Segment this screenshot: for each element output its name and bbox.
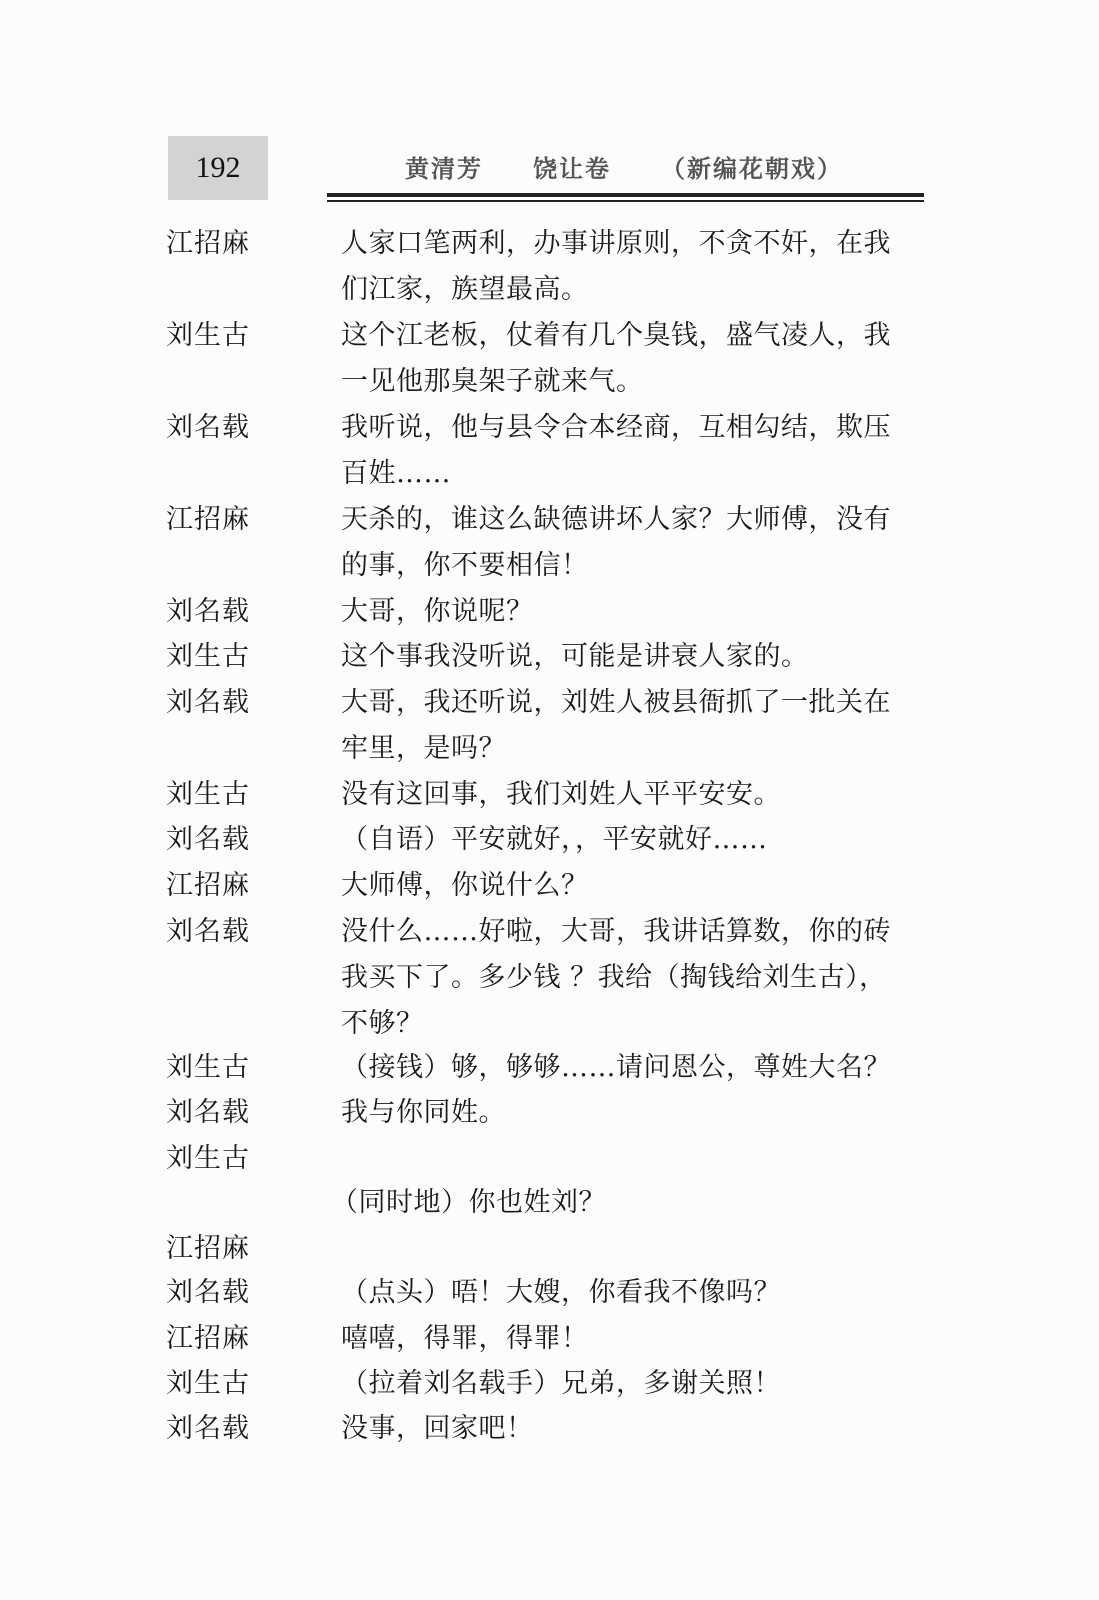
speech-text: 没什么……好啦，大哥，我讲话算数，你的砖 (341, 916, 891, 947)
speech-text: 嘻嘻，得罪，得罪！ (341, 1323, 589, 1354)
page-number: 192 (195, 151, 241, 184)
speech-text: 没事，回家吧！ (341, 1413, 534, 1444)
speech-text: 没有这回事，我们刘姓人平平安安。 (341, 779, 781, 810)
speech-text: 大哥，你说呢？ (341, 596, 534, 627)
speaker-name: 刘生古 (166, 1052, 250, 1083)
speaker-name: 江招麻 (166, 228, 250, 259)
speech-text: 百姓…… (341, 458, 451, 489)
dialogue-line (0, 1001, 1099, 1047)
speech-text: 牢里，是吗？ (341, 733, 506, 764)
dialogue-line (0, 359, 1099, 405)
speech-text: 我与你同姓。 (341, 1097, 506, 1128)
speaker-name: 江招麻 (166, 870, 250, 901)
dialogue-line (0, 817, 1099, 863)
speech-text: 的事，你不要相信！ (341, 550, 589, 581)
dialogue-line (0, 1045, 1099, 1091)
speech-text: 我听说，他与县令合本经商，互相勾结，欺压 (341, 412, 891, 443)
header-rule-thick (327, 193, 924, 197)
speech-text: 大师傅，你说什么？ (341, 870, 589, 901)
dialogue-line (0, 221, 1099, 267)
speaker-name: 刘生古 (166, 1368, 250, 1399)
speaker-name: 刘名载 (166, 687, 250, 718)
header-genre: （新编花朝戏） (661, 154, 843, 183)
speech-text: （自语）平安就好，，平安就好…… (341, 824, 768, 855)
dialogue-line (0, 267, 1099, 313)
dialogue-line (0, 1361, 1099, 1407)
dialogue-line (0, 405, 1099, 451)
speech-text: 天杀的，谁这么缺德讲坏人家？大师傅，没有 (341, 504, 891, 535)
header-rule-thin (327, 200, 924, 202)
speech-text: （点头）唔！大嫂，你看我不像吗？ (341, 1277, 781, 1308)
speaker-name: 刘生古 (166, 641, 250, 672)
dialogue-line (0, 1136, 1099, 1182)
dialogue-line (0, 451, 1099, 497)
speech-text: 人家口笔两利，办事讲原则，不贪不奸，在我 (341, 228, 891, 259)
dialogue-line (0, 589, 1099, 635)
speaker-name: 刘名载 (166, 1097, 250, 1128)
speech-text: 我买下了。多少钱 ？我给（掏钱给刘生古）， (341, 962, 887, 993)
speech-text: 不够？ (341, 1008, 424, 1039)
speaker-name: 刘名载 (166, 412, 250, 443)
speaker-name: 刘名载 (166, 1277, 250, 1308)
dialogue-line (0, 1180, 1099, 1226)
page-number-box (168, 136, 268, 200)
speaker-name: 刘名载 (166, 916, 250, 947)
speaker-name: 刘生古 (166, 320, 250, 351)
speaker-name: 江招麻 (166, 1323, 250, 1354)
speaker-name: 刘生古 (166, 1143, 250, 1174)
dialogue-line (0, 909, 1099, 955)
dialogue-line (0, 1270, 1099, 1316)
dialogue-line (0, 726, 1099, 772)
speech-text: 大哥，我还听说，刘姓人被县衙抓了一批关在 (341, 687, 891, 718)
speech-text: （拉着刘名载手）兄弟，多谢关照！ (341, 1368, 781, 1399)
dialogue-line (0, 1406, 1099, 1452)
dialogue-line (0, 1226, 1099, 1272)
speaker-name: 刘名载 (166, 1413, 250, 1444)
speaker-name: 江招麻 (166, 1233, 250, 1264)
speaker-name: 刘名载 (166, 596, 250, 627)
speech-text: 们江家，族望最高。 (341, 274, 589, 305)
dialogue-line (0, 634, 1099, 680)
running-header (405, 146, 843, 186)
speech-text: （接钱）够，够够……请问恩公，尊姓大名？ (341, 1052, 891, 1083)
dialogue-line (0, 863, 1099, 909)
speech-text: （同时地）你也姓刘？ (331, 1187, 606, 1218)
dialogue-line (0, 1090, 1099, 1136)
dialogue-line (0, 772, 1099, 818)
speaker-name: 刘生古 (166, 779, 250, 810)
dialogue-line (0, 497, 1099, 543)
dialogue-line (0, 313, 1099, 359)
speaker-name: 刘名载 (166, 824, 250, 855)
speech-text: 这个事我没听说，可能是讲衰人家的。 (341, 641, 809, 672)
speech-text: 一见他那臭架子就来气。 (341, 366, 644, 397)
dialogue-line (0, 1316, 1099, 1362)
header-author: 黄清芳 (405, 154, 483, 183)
dialogue-line (0, 955, 1099, 1001)
speaker-name: 江招麻 (166, 504, 250, 535)
dialogue-line (0, 680, 1099, 726)
dialogue-line (0, 543, 1099, 589)
speech-text: 这个江老板，仗着有几个臭钱，盛气凌人，我 (341, 320, 891, 351)
header-volume: 饶让卷 (533, 154, 611, 183)
